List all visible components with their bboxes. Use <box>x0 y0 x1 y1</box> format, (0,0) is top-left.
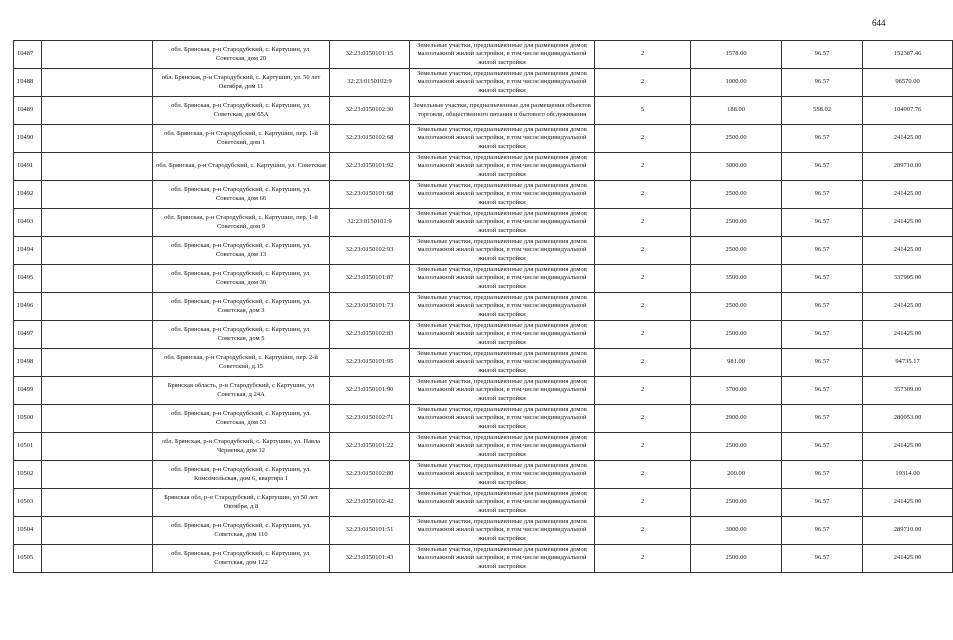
area-cell: 2500.00 <box>691 181 782 209</box>
row-number: 10490 <box>14 125 42 153</box>
cadastral-value-cell: 241425.00 <box>863 237 953 265</box>
address-cell: обл. Брянская, р-н Стародубский, с. Картушин, ул. Советская, дом 36 <box>153 265 330 293</box>
cadastral-value-cell: 337995.00 <box>863 265 953 293</box>
land-use-cell: Земельные участки, предназначенные для размещения домов малоэтажной жилой застройки, в том числе индивидуальной жилой застройки <box>410 517 595 545</box>
blank-cell <box>42 69 153 97</box>
address-cell: обл. Брянская, р-н Стародубский, с. Картушин, ул. Советская, дом 20 <box>153 41 330 69</box>
table-row <box>14 545 953 573</box>
area-cell: 2500.00 <box>691 125 782 153</box>
cadastral-value-cell: 289710.00 <box>863 517 953 545</box>
category-cell: 2 <box>595 293 691 321</box>
cadastral-number-cell: 32:23:0150102:30 <box>330 97 410 125</box>
address-cell: обл. Брянская, р-н Стародубский, с. Картушин, ул. Советская, дом 66 <box>153 181 330 209</box>
table-row <box>14 433 953 461</box>
area-cell: 1578.00 <box>691 41 782 69</box>
cadastral-value-cell: 19314.00 <box>863 461 953 489</box>
blank-cell <box>42 153 153 181</box>
cadastral-number-cell: 32:23:0150102:80 <box>330 461 410 489</box>
address-cell: обл. Брянская, р-н Стародубский, с. Картушин, пер. 1-й Советский, дом 9 <box>153 209 330 237</box>
address-cell: обл. Брянская, р-н Стародубский, с. Картушин, ул. Советская, дом 122 <box>153 545 330 573</box>
land-use-cell: Земельные участки, предназначенные для размещения домов малоэтажной жилой застройки, в том числе индивидуальной жилой застройки <box>410 377 595 405</box>
row-number: 10497 <box>14 321 42 349</box>
category-cell: 2 <box>595 489 691 517</box>
cadastral-value-cell: 289710.00 <box>863 153 953 181</box>
category-cell: 5 <box>595 97 691 125</box>
area-cell: 3700.00 <box>691 377 782 405</box>
blank-cell <box>42 97 153 125</box>
table-row <box>14 461 953 489</box>
land-use-cell: Земельные участки, предназначенные для размещения домов малоэтажной жилой застройки, в том числе индивидуальной жилой застройки <box>410 69 595 97</box>
rate-cell: 558.02 <box>782 97 863 125</box>
table-row <box>14 97 953 125</box>
cadastral-value-cell: 241425.00 <box>863 181 953 209</box>
address-cell: обл. Брянская, р-н Стародубский, с. Картушин, ул. Советская <box>153 153 330 181</box>
row-number: 10505 <box>14 545 42 573</box>
blank-cell <box>42 489 153 517</box>
address-cell: обл. Брянская, р-н Стародубский, с. Картушин, ул. Советская, дом 110 <box>153 517 330 545</box>
address-cell: обл. Брянская, р-н Стародубский, с. Картушин, ул. Советская, дом 53 <box>153 405 330 433</box>
cadastral-number-cell: 32:23:0150101:43 <box>330 545 410 573</box>
cadastral-number-cell: 32:23:0150101:95 <box>330 349 410 377</box>
table-row <box>14 69 953 97</box>
area-cell: 3000.00 <box>691 153 782 181</box>
category-cell: 2 <box>595 517 691 545</box>
blank-cell <box>42 265 153 293</box>
rate-cell: 96.57 <box>782 153 863 181</box>
category-cell: 2 <box>595 321 691 349</box>
blank-cell <box>42 377 153 405</box>
cadastral-number-cell: 32:23:0150101:9 <box>330 209 410 237</box>
address-cell: обл. Брянская, р-н Стародубский, с. Картушин, ул. Советская, дом 65А <box>153 97 330 125</box>
category-cell: 2 <box>595 153 691 181</box>
category-cell: 2 <box>595 545 691 573</box>
address-cell: обл. Брянская, р-н Стародубский, с. Картушин, ул. Павла Черненка, дом 12 <box>153 433 330 461</box>
cadastral-number-cell: 32:23:0150101:90 <box>330 377 410 405</box>
area-cell: 2500.00 <box>691 489 782 517</box>
table-row <box>14 349 953 377</box>
row-number: 10494 <box>14 237 42 265</box>
row-number: 10496 <box>14 293 42 321</box>
category-cell: 2 <box>595 349 691 377</box>
area-cell: 2900.00 <box>691 405 782 433</box>
land-use-cell: Земельные участки, предназначенные для размещения домов малоэтажной жилой застройки, в том числе индивидуальной жилой застройки <box>410 545 595 573</box>
category-cell: 2 <box>595 209 691 237</box>
area-cell: 2500.00 <box>691 545 782 573</box>
land-use-cell: Земельные участки, предназначенные для размещения домов малоэтажной жилой застройки, в том числе индивидуальной жилой застройки <box>410 125 595 153</box>
blank-cell <box>42 517 153 545</box>
row-number: 10501 <box>14 433 42 461</box>
rate-cell: 96.57 <box>782 545 863 573</box>
table-row <box>14 321 953 349</box>
rate-cell: 96.57 <box>782 181 863 209</box>
category-cell: 2 <box>595 237 691 265</box>
address-cell: обл. Брянская, р-н Стародубский, с. Картушин, пер. 2-й Советский, д.15 <box>153 349 330 377</box>
cadastral-number-cell: 32:23:0150101:73 <box>330 293 410 321</box>
row-number: 10504 <box>14 517 42 545</box>
category-cell: 2 <box>595 69 691 97</box>
table-body <box>14 41 953 573</box>
cadastral-number-cell: 32:23:0150101:15 <box>330 41 410 69</box>
rate-cell: 96.57 <box>782 125 863 153</box>
rate-cell: 96.57 <box>782 293 863 321</box>
table-row <box>14 489 953 517</box>
table-row <box>14 41 953 69</box>
land-registry-table <box>13 40 953 573</box>
area-cell: 1000.00 <box>691 69 782 97</box>
rate-cell: 96.57 <box>782 237 863 265</box>
rate-cell: 96.57 <box>782 377 863 405</box>
cadastral-number-cell: 32:23:0150102:68 <box>330 125 410 153</box>
blank-cell <box>42 349 153 377</box>
row-number: 10488 <box>14 69 42 97</box>
table-row <box>14 125 953 153</box>
land-use-cell: Земельные участки, предназначенные для размещения домов малоэтажной жилой застройки, в том числе индивидуальной жилой застройки <box>410 321 595 349</box>
cadastral-number-cell: 32:23:0150102:83 <box>330 321 410 349</box>
blank-cell <box>42 41 153 69</box>
cadastral-value-cell: 280053.00 <box>863 405 953 433</box>
blank-cell <box>42 461 153 489</box>
table-row <box>14 265 953 293</box>
cadastral-value-cell: 241425.00 <box>863 293 953 321</box>
cadastral-number-cell: 32:23:0150102:93 <box>330 237 410 265</box>
cadastral-value-cell: 94735.17 <box>863 349 953 377</box>
cadastral-value-cell: 241425.00 <box>863 433 953 461</box>
address-cell: обл. Брянская, р-н Стародубский, с. Картушин, ул. Комсомольская, дом 6, квартира 1 <box>153 461 330 489</box>
blank-cell <box>42 237 153 265</box>
cadastral-number-cell: 32:23:0150101:68 <box>330 181 410 209</box>
cadastral-value-cell: 152387.46 <box>863 41 953 69</box>
address-cell: обл. Брянская, р-н Стародубский, с. Картушин, ул. 50 лет Октября, дом 11 <box>153 69 330 97</box>
table-row <box>14 181 953 209</box>
table-row <box>14 405 953 433</box>
row-number: 10499 <box>14 377 42 405</box>
rate-cell: 96.57 <box>782 349 863 377</box>
cadastral-number-cell: 32:23:0150101:92 <box>330 153 410 181</box>
category-cell: 2 <box>595 377 691 405</box>
row-number: 10498 <box>14 349 42 377</box>
table-row <box>14 209 953 237</box>
table-row <box>14 377 953 405</box>
row-number: 10492 <box>14 181 42 209</box>
address-cell: обл. Брянская, р-н Стародубский, с. Картушин, ул. Советская, дом 13 <box>153 237 330 265</box>
area-cell: 981.00 <box>691 349 782 377</box>
area-cell: 188.00 <box>691 97 782 125</box>
land-use-cell: Земельные участки, предназначенные для размещения домов малоэтажной жилой застройки, в том числе индивидуальной жилой застройки <box>410 209 595 237</box>
rate-cell: 96.57 <box>782 321 863 349</box>
cadastral-value-cell: 241425.00 <box>863 125 953 153</box>
land-use-cell: Земельные участки, предназначенные для размещения домов малоэтажной жилой застройки, в том числе индивидуальной жилой застройки <box>410 461 595 489</box>
area-cell: 2500.00 <box>691 209 782 237</box>
address-cell: обл. Брянская, р-н Стародубский, с. Картушин, пер. 1-й Советский, дом 1 <box>153 125 330 153</box>
row-number: 10502 <box>14 461 42 489</box>
row-number: 10500 <box>14 405 42 433</box>
cadastral-value-cell: 241425.00 <box>863 209 953 237</box>
land-use-cell: Земельные участки, предназначенные для размещения объектов торговли, общественного питания и бытового обслуживания <box>410 97 595 125</box>
table-row <box>14 293 953 321</box>
blank-cell <box>42 209 153 237</box>
address-cell: Брянская область, р-н Стародубский, с Картушин, ул Советская, д 24А <box>153 377 330 405</box>
category-cell: 2 <box>595 41 691 69</box>
category-cell: 2 <box>595 433 691 461</box>
blank-cell <box>42 181 153 209</box>
cadastral-number-cell: 32:23:0150101:51 <box>330 517 410 545</box>
blank-cell <box>42 545 153 573</box>
category-cell: 2 <box>595 265 691 293</box>
blank-cell <box>42 433 153 461</box>
rate-cell: 96.57 <box>782 265 863 293</box>
blank-cell <box>42 405 153 433</box>
cadastral-value-cell: 357309.00 <box>863 377 953 405</box>
cadastral-number-cell: 32:23:0150101:87 <box>330 265 410 293</box>
cadastral-number-cell: 32:23:0150102:9 <box>330 69 410 97</box>
row-number: 10493 <box>14 209 42 237</box>
land-use-cell: Земельные участки, предназначенные для размещения домов малоэтажной жилой застройки, в том числе индивидуальной жилой застройки <box>410 41 595 69</box>
blank-cell <box>42 321 153 349</box>
category-cell: 2 <box>595 461 691 489</box>
cadastral-number-cell: 32:23:0150102:42 <box>330 489 410 517</box>
row-number: 10491 <box>14 153 42 181</box>
rate-cell: 96.57 <box>782 489 863 517</box>
cadastral-number-cell: 32:23:0150101:22 <box>330 433 410 461</box>
area-cell: 200.00 <box>691 461 782 489</box>
category-cell: 2 <box>595 405 691 433</box>
row-number: 10495 <box>14 265 42 293</box>
area-cell: 3500.00 <box>691 265 782 293</box>
area-cell: 3000.00 <box>691 517 782 545</box>
category-cell: 2 <box>595 181 691 209</box>
address-cell: обл. Брянская, р-н Стародубский, с. Картушин, ул. Советская, дом 5 <box>153 321 330 349</box>
land-use-cell: Земельные участки, предназначенные для размещения домов малоэтажной жилой застройки, в том числе индивидуальной жилой застройки <box>410 349 595 377</box>
land-use-cell: Земельные участки, предназначенные для размещения домов малоэтажной жилой застройки, в том числе индивидуальной жилой застройки <box>410 405 595 433</box>
area-cell: 2500.00 <box>691 321 782 349</box>
rate-cell: 96.57 <box>782 69 863 97</box>
category-cell: 2 <box>595 125 691 153</box>
rate-cell: 96.57 <box>782 209 863 237</box>
area-cell: 2500.00 <box>691 237 782 265</box>
rate-cell: 96.57 <box>782 433 863 461</box>
row-number: 10487 <box>14 41 42 69</box>
blank-cell <box>42 125 153 153</box>
cadastral-value-cell: 241425.00 <box>863 321 953 349</box>
row-number: 10489 <box>14 97 42 125</box>
rate-cell: 96.57 <box>782 461 863 489</box>
address-cell: обл. Брянская, р-н Стародубский, с. Картушин, ул. Советская, дом 3 <box>153 293 330 321</box>
table-row <box>14 237 953 265</box>
land-use-cell: Земельные участки, предназначенные для размещения домов малоэтажной жилой застройки, в том числе индивидуальной жилой застройки <box>410 265 595 293</box>
blank-cell <box>42 293 153 321</box>
cadastral-value-cell: 241425.00 <box>863 545 953 573</box>
land-use-cell: Земельные участки, предназначенные для размещения домов малоэтажной жилой застройки, в том числе индивидуальной жилой застройки <box>410 237 595 265</box>
table-row <box>14 517 953 545</box>
land-use-cell: Земельные участки, предназначенные для размещения домов малоэтажной жилой застройки, в том числе индивидуальной жилой застройки <box>410 181 595 209</box>
cadastral-value-cell: 96570.00 <box>863 69 953 97</box>
rate-cell: 96.57 <box>782 517 863 545</box>
land-use-cell: Земельные участки, предназначенные для размещения домов малоэтажной жилой застройки, в том числе индивидуальной жилой застройки <box>410 433 595 461</box>
row-number: 10503 <box>14 489 42 517</box>
cadastral-value-cell: 104907.76 <box>863 97 953 125</box>
page-number: 644 <box>872 18 886 28</box>
rate-cell: 96.57 <box>782 405 863 433</box>
table-row <box>14 153 953 181</box>
land-use-cell: Земельные участки, предназначенные для размещения домов малоэтажной жилой застройки, в том числе индивидуальной жилой застройки <box>410 489 595 517</box>
rate-cell: 96.57 <box>782 41 863 69</box>
cadastral-number-cell: 32:23:0150102:71 <box>330 405 410 433</box>
address-cell: Брянская обл, р-н Стародубский, с Картушин, ул 50 лет Октября, д 8 <box>153 489 330 517</box>
area-cell: 2500.00 <box>691 433 782 461</box>
cadastral-value-cell: 241425.00 <box>863 489 953 517</box>
land-use-cell: Земельные участки, предназначенные для размещения домов малоэтажной жилой застройки, в том числе индивидуальной жилой застройки <box>410 153 595 181</box>
area-cell: 2500.00 <box>691 293 782 321</box>
land-use-cell: Земельные участки, предназначенные для размещения домов малоэтажной жилой застройки, в том числе индивидуальной жилой застройки <box>410 293 595 321</box>
